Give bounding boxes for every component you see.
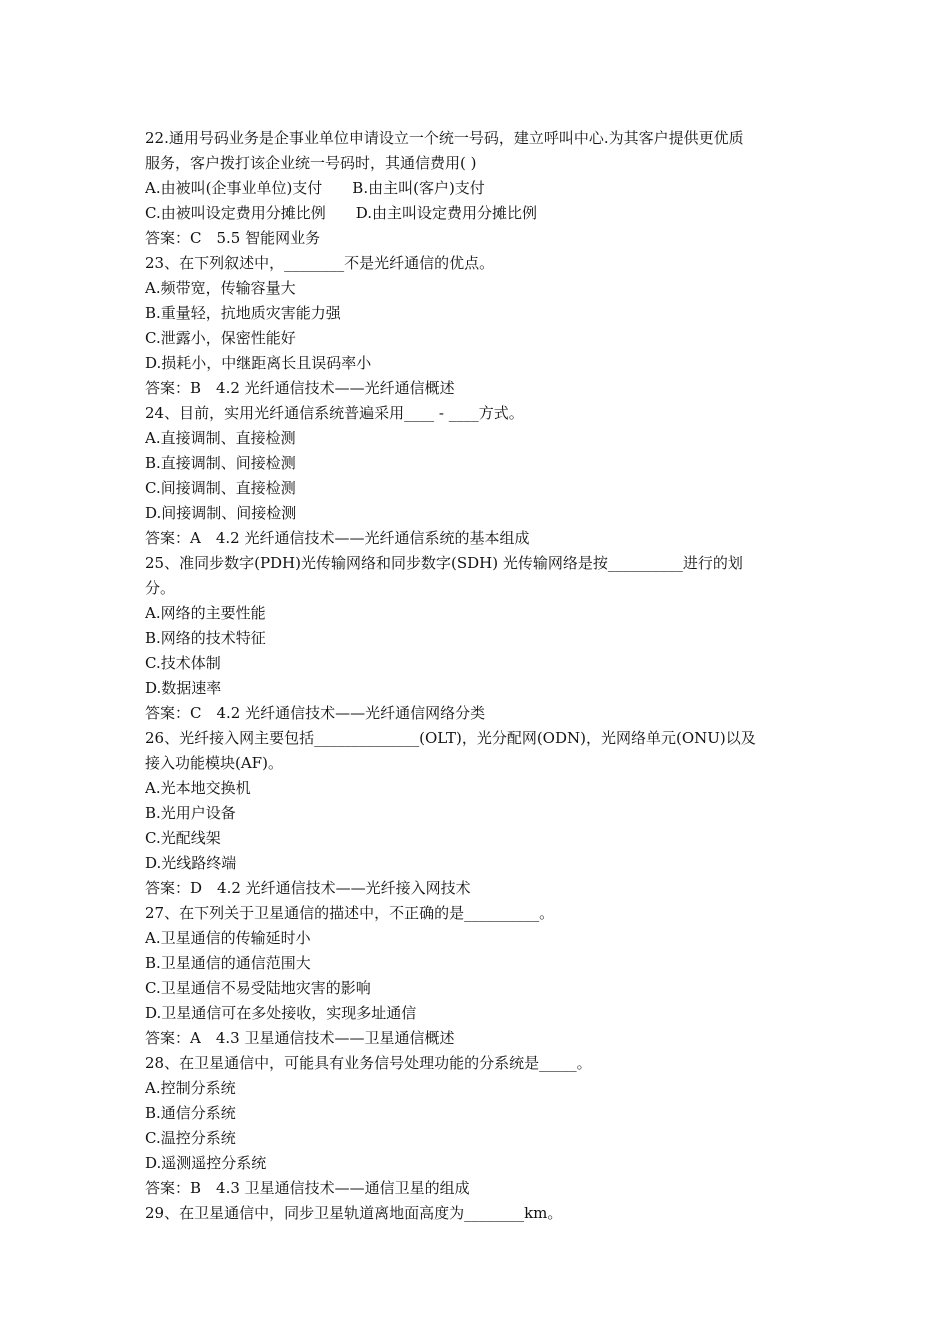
question-27-option-d: D.卫星通信可在多处接收，实现多址通信	[145, 1004, 417, 1022]
question-25-text-cont: 分。	[145, 579, 176, 597]
question-27-answer: 答案：A 4.3 卫星通信技术——卫星通信概述	[145, 1029, 455, 1047]
question-23-option-d: D.损耗小，中继距离长且误码率小	[145, 354, 372, 372]
question-26-option-b: B.光用户设备	[145, 804, 236, 822]
question-23-option-c: C.泄露小，保密性能好	[145, 329, 296, 347]
question-27-option-c: C.卫星通信不易受陆地灾害的影响	[145, 979, 371, 997]
question-22-text-cont: 服务，客户拨打该企业统一号码时，其通信费用( )	[145, 154, 477, 172]
question-27-option-b: B.卫星通信的通信范围大	[145, 954, 311, 972]
question-26-option-c: C.光配线架	[145, 829, 221, 847]
question-28-option-d: D.遥测遥控分系统	[145, 1154, 267, 1172]
question-28-answer: 答案：B 4.3 卫星通信技术——通信卫星的组成	[145, 1179, 470, 1197]
question-26-option-a: A.光本地交换机	[145, 779, 251, 797]
question-25-option-a: A.网络的主要性能	[145, 604, 266, 622]
question-24-text: 24、目前，实用光纤通信系统普遍采用____ - ____方式。	[145, 404, 524, 422]
question-24-option-d: D.间接调制、间接检测	[145, 504, 297, 522]
document-page	[145, 126, 810, 1226]
question-25-option-d: D.数据速率	[145, 679, 222, 697]
question-28-option-c: C.温控分系统	[145, 1129, 236, 1147]
question-22-options-ab: A.由被叫(企事业单位)支付 B.由主叫(客户)支付	[145, 179, 485, 197]
question-26-text: 26、光纤接入网主要包括______________(OLT)，光分配网(ODN)，光网络单元(ONU)以及	[145, 729, 756, 747]
question-24-option-a: A.直接调制、直接检测	[145, 429, 296, 447]
question-29-text: 29、在卫星通信中，同步卫星轨道离地面高度为________km。	[145, 1204, 563, 1222]
question-26-answer: 答案：D 4.2 光纤通信技术——光纤接入网技术	[145, 879, 471, 897]
question-25-answer: 答案：C 4.2 光纤通信技术——光纤通信网络分类	[145, 704, 486, 722]
question-26-text-cont: 接入功能模块(AF)。	[145, 754, 283, 772]
question-24-answer: 答案：A 4.2 光纤通信技术——光纤通信系统的基本组成	[145, 529, 530, 547]
question-22-answer: 答案：C 5.5 智能网业务	[145, 229, 321, 247]
question-25-option-c: C.技术体制	[145, 654, 221, 672]
question-22-text: 22.通用号码业务是企事业单位申请设立一个统一号码，建立呼叫中心.为其客户提供更优质	[145, 129, 744, 147]
question-28-option-b: B.通信分系统	[145, 1104, 236, 1122]
question-28-option-a: A.控制分系统	[145, 1079, 236, 1097]
question-23-option-b: B.重量轻，抗地质灾害能力强	[145, 304, 341, 322]
question-23-text: 23、在下列叙述中，________不是光纤通信的优点。	[145, 254, 495, 272]
question-24-option-c: C.间接调制、直接检测	[145, 479, 296, 497]
question-23-option-a: A.频带宽，传输容量大	[145, 279, 296, 297]
question-22-options-cd: C.由被叫设定费用分摊比例 D.由主叫设定费用分摊比例	[145, 204, 537, 222]
question-23-answer: 答案：B 4.2 光纤通信技术——光纤通信概述	[145, 379, 455, 397]
question-27-text: 27、在下列关于卫星通信的描述中，不正确的是__________。	[145, 904, 555, 922]
question-24-option-b: B.直接调制、间接检测	[145, 454, 296, 472]
question-28-text: 28、在卫星通信中，可能具有业务信号处理功能的分系统是_____。	[145, 1054, 592, 1072]
question-26-option-d: D.光线路终端	[145, 854, 237, 872]
question-25-option-b: B.网络的技术特征	[145, 629, 266, 647]
question-25-text: 25、准同步数字(PDH)光传输网络和同步数字(SDH) 光传输网络是按__________进行的划	[145, 554, 743, 572]
question-27-option-a: A.卫星通信的传输延时小	[145, 929, 311, 947]
